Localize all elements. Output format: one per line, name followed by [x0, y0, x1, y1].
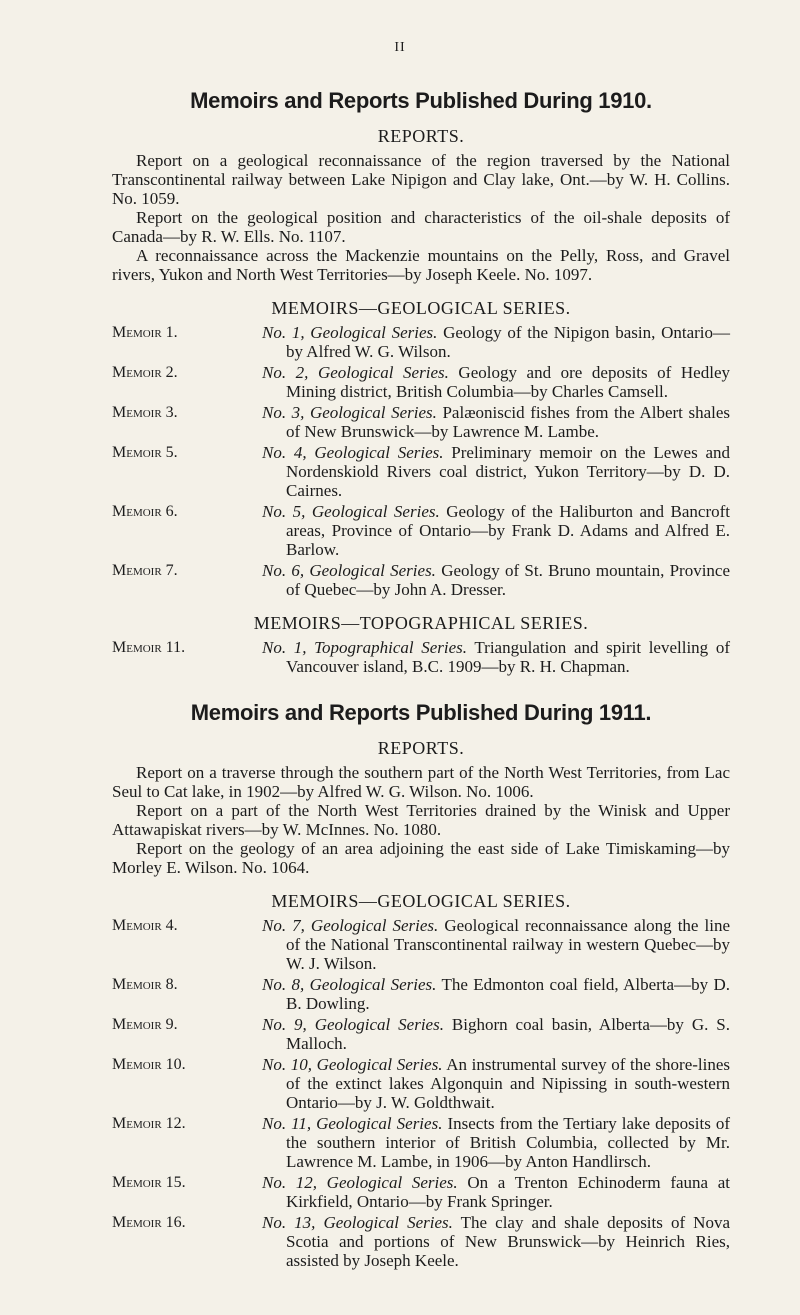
memoir-entry: [112, 1173, 730, 1211]
memoir-title: Geological reconnaissance along the line of the National Transcontinental railway in western Quebec—by W. J. Wilson.: [286, 916, 731, 973]
report-entry: Report on a geological reconnaissance of the region traversed by the National Transcontinental railway between Lake Nipigon and Clay lake, Ont.—by W. H. Collins. No. 1059.: [112, 151, 730, 208]
memoir-number: Memoir 16.: [112, 1214, 186, 1231]
report-entry: Report on a part of the North West Territories drained by the Winisk and Upper Attawapiskat rivers—by W. McInnes. No. 1080.: [112, 801, 730, 839]
memoir-title: On a Trenton Echinoderm fauna at Kirkfield, Ontario—by Frank Springer.: [286, 1173, 731, 1211]
series-heading: MEMOIRS—GEOLOGICAL SERIES.: [271, 891, 571, 911]
memoir-title: Bighorn coal basin, Alberta—by G. S. Malloch.: [286, 1015, 730, 1053]
memoir-entry: [112, 443, 730, 500]
memoir-number: Memoir 15.: [112, 1174, 186, 1191]
memoir-title: Triangulation and spirit levelling of Vancouver island, B.C. 1909—by R. H. Chapman.: [286, 638, 730, 676]
memoir-series-number: No. 7, Geological Series.: [262, 916, 439, 935]
memoir-number: Memoir 8.: [112, 976, 178, 993]
memoir-entry: [112, 975, 730, 1013]
memoir-entry: [112, 1114, 730, 1171]
memoir-description: [262, 403, 730, 441]
memoir-title: The clay and shale deposits of Nova Scotia and portions of New Brunswick—by Heinrich Ries, assisted by Joseph Keele.: [286, 1213, 730, 1270]
memoir-description: [262, 363, 730, 401]
publication-year-section: [112, 700, 730, 1270]
memoir-title: Geology of the Nipigon basin, Ontario—by Alfred W. G. Wilson.: [286, 323, 731, 361]
memoir-description: [262, 1173, 730, 1211]
report-entry: Report on the geology of an area adjoining the east side of Lake Timiskaming—by Morley E. Wilson. No. 1064.: [112, 839, 730, 877]
memoir-number: Memoir 10.: [112, 1056, 186, 1073]
publication-year-section: [112, 88, 730, 676]
memoir-entry: [112, 1015, 730, 1053]
memoir-entry: [112, 323, 730, 361]
memoir-title: Preliminary memoir on the Lewes and Nordenskiold Rivers coal district, Yukon Territory—by D. D. Cairnes.: [286, 443, 731, 500]
memoir-series-number: No. 13, Geological Series.: [262, 1213, 453, 1232]
memoir-title: Geology of the Haliburton and Bancroft areas, Province of Ontario—by Frank D. Adams and Alfred E. Barlow.: [286, 502, 731, 559]
page-number: II: [394, 40, 406, 55]
report-entry: Report on a traverse through the southern part of the North West Territories, from Lac Seul to Cat lake, in 1902—by Alfred W. G. Wilson. No. 1006.: [112, 763, 730, 801]
memoir-entry: [112, 1213, 730, 1270]
memoir-entry: [112, 561, 730, 599]
memoir-description: [262, 1055, 730, 1112]
memoir-series-number: No. 6, Geological Series.: [262, 561, 436, 580]
memoir-description: [262, 916, 730, 973]
memoir-number: Memoir 7.: [112, 562, 178, 579]
report-entry: Report on the geological position and characteristics of the oil-shale deposits of Canada—by R. W. Ells. No. 1107.: [112, 208, 730, 246]
memoir-number: Memoir 6.: [112, 503, 178, 520]
memoir-description: [262, 638, 730, 676]
memoir-title: Palæoniscid fishes from the Albert shales of New Brunswick—by Lawrence M. Lambe.: [286, 403, 731, 441]
reports-heading: REPORTS.: [377, 126, 465, 146]
memoir-description: [262, 975, 730, 1013]
memoir-entry: [112, 1055, 730, 1112]
memoir-entry: [112, 403, 730, 441]
memoir-description: [262, 1015, 730, 1053]
memoir-entry: [112, 502, 730, 559]
memoir-series-number: No. 5, Geological Series.: [262, 502, 440, 521]
memoir-title: The Edmonton coal field, Alberta—by D. B. Dowling.: [286, 975, 730, 1013]
report-entry: A reconnaissance across the Mackenzie mountains on the Pelly, Ross, and Gravel rivers, Yukon and North West Territories—by Joseph Keele. No. 1097.: [112, 246, 730, 284]
memoir-series-number: No. 1, Geological Series.: [262, 323, 438, 342]
series-heading: MEMOIRS—TOPOGRAPHICAL SERIES.: [253, 613, 589, 633]
memoir-entry: [112, 638, 730, 676]
memoir-number: Memoir 1.: [112, 324, 178, 341]
memoir-series-number: No. 10, Geological Series.: [262, 1055, 443, 1074]
memoir-number: Memoir 9.: [112, 1016, 178, 1033]
memoir-series-number: No. 11, Geological Series.: [262, 1114, 443, 1133]
memoir-description: [262, 561, 730, 599]
page-content: [112, 88, 730, 1270]
memoir-number: Memoir 3.: [112, 404, 178, 421]
memoir-title: Insects from the Tertiary lake deposits of the southern interior of British Columbia, collected by Mr. Lawrence M. Lambe, in 1906—by Anton Handlirsch.: [286, 1114, 731, 1171]
memoir-series-number: No. 4, Geological Series.: [262, 443, 444, 462]
memoir-series-number: No. 8, Geological Series.: [262, 975, 437, 994]
memoir-entry: [112, 916, 730, 973]
memoir-description: [262, 443, 730, 500]
memoir-number: Memoir 2.: [112, 364, 178, 381]
memoir-number: Memoir 11.: [112, 639, 186, 656]
section-heading: Memoirs and Reports Published During 1910.: [190, 88, 652, 113]
memoir-description: [262, 323, 730, 361]
section-heading: Memoirs and Reports Published During 1911.: [190, 700, 652, 725]
memoir-description: [262, 1114, 730, 1171]
memoir-title: Geology and ore deposits of Hedley Mining district, British Columbia—by Charles Camsell.: [286, 363, 730, 401]
memoir-number: Memoir 12.: [112, 1115, 186, 1132]
memoir-description: [262, 1213, 730, 1270]
memoir-number: Memoir 5.: [112, 444, 178, 461]
memoir-title: An instrumental survey of the shore-lines of the extinct lakes Algonquin and Nipissing in south-western Ontario—by J. W. Goldthwait.: [286, 1055, 731, 1112]
memoir-series-number: No. 3, Geological Series.: [262, 403, 437, 422]
reports-heading: REPORTS.: [377, 738, 465, 758]
memoir-description: [262, 502, 730, 559]
memoir-title: Geology of St. Bruno mountain, Province of Quebec—by John A. Dresser.: [286, 561, 731, 599]
memoir-series-number: No. 9, Geological Series.: [262, 1015, 444, 1034]
memoir-series-number: No. 2, Geological Series.: [262, 363, 449, 382]
memoir-number: Memoir 4.: [112, 917, 178, 934]
memoir-series-number: No. 12, Geological Series.: [262, 1173, 458, 1192]
memoir-entry: [112, 363, 730, 401]
memoir-series-number: No. 1, Topographical Series.: [262, 638, 468, 657]
series-heading: MEMOIRS—GEOLOGICAL SERIES.: [271, 298, 571, 318]
